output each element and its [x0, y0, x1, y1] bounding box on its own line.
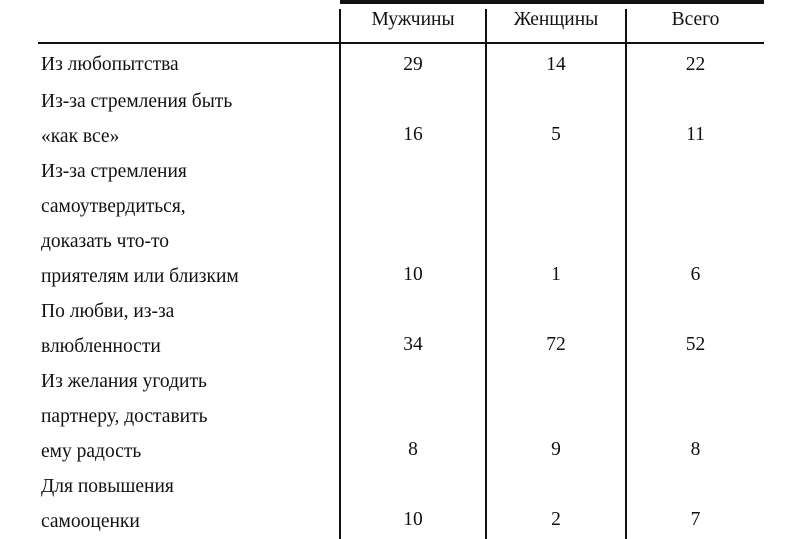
column-header-men: Мужчины [340, 9, 486, 43]
cell-value: 14 [546, 54, 566, 75]
column-header-total: Всего [671, 9, 720, 30]
row-value-total [626, 469, 764, 539]
table-row [38, 294, 764, 364]
row-label-line: ему радость [41, 441, 142, 462]
table-row [38, 154, 764, 294]
cell-value: 16 [403, 124, 423, 145]
row-label [38, 294, 340, 364]
row-label-line: партнеру, доставить [41, 406, 208, 427]
row-value-women [486, 154, 626, 294]
row-value-women [486, 47, 626, 84]
row-value-men [340, 47, 486, 84]
column-header-women: Женщины [486, 9, 626, 43]
table-header-row [38, 9, 764, 43]
row-label-line: приятелям или близким [41, 266, 239, 287]
row-label-line: Из-за стремления [41, 161, 187, 182]
table-row [38, 469, 764, 539]
row-value-men [340, 84, 486, 154]
cell-value: 11 [686, 124, 705, 145]
row-value-women [486, 364, 626, 469]
row-label-line: Для повышения [41, 476, 174, 497]
row-label-line: По любви, из-за [41, 301, 175, 322]
row-label [38, 47, 340, 84]
rule-segment-1 [340, 2, 486, 9]
row-label-line: самоутвердиться, [41, 196, 186, 217]
row-label [38, 364, 340, 469]
cell-value: 72 [546, 334, 566, 355]
row-label-line: Из-за стремления быть [41, 91, 233, 112]
row-value-men [340, 364, 486, 469]
cell-value: 5 [551, 124, 561, 145]
row-label-line: доказать что-то [41, 231, 169, 252]
table-row [38, 364, 764, 469]
cell-value: 10 [403, 509, 423, 530]
cell-value: 8 [690, 439, 701, 460]
cell-value: 8 [408, 439, 418, 460]
row-label [38, 154, 340, 294]
row-value-total [626, 84, 764, 154]
table-top-rule [38, 2, 764, 9]
cell-value: 1 [551, 264, 561, 285]
rule-segment-3 [626, 2, 764, 9]
cell-value: 7 [690, 509, 701, 530]
survey-table [38, 0, 764, 539]
row-value-total [626, 364, 764, 469]
cell-value: 6 [690, 264, 701, 285]
cell-value: 22 [685, 54, 706, 75]
row-label [38, 469, 340, 539]
row-value-women [486, 469, 626, 539]
rule-gap [38, 2, 340, 9]
row-value-women [486, 84, 626, 154]
row-label-line: Из любопытства [41, 54, 179, 75]
row-label-line: Из желания угодить [41, 371, 207, 392]
cell-value: 34 [403, 334, 423, 355]
row-value-total [626, 294, 764, 364]
row-value-men [340, 154, 486, 294]
row-value-total [626, 154, 764, 294]
row-label-line: «как все» [41, 126, 120, 147]
row-value-men [340, 294, 486, 364]
cell-value: 10 [403, 264, 423, 285]
cell-value: 9 [551, 439, 561, 460]
row-label-line: влюбленности [41, 336, 161, 357]
cell-value: 52 [685, 334, 706, 355]
row-label-line: самооценки [41, 511, 140, 532]
cell-value: 29 [403, 54, 423, 75]
row-value-men [340, 469, 486, 539]
column-header-label [38, 9, 340, 43]
row-label [38, 84, 340, 154]
table-row [38, 84, 764, 154]
cell-value: 2 [551, 509, 561, 530]
table-row [38, 47, 764, 84]
row-value-women [486, 294, 626, 364]
row-value-total [626, 47, 764, 84]
rule-segment-2 [486, 2, 626, 9]
